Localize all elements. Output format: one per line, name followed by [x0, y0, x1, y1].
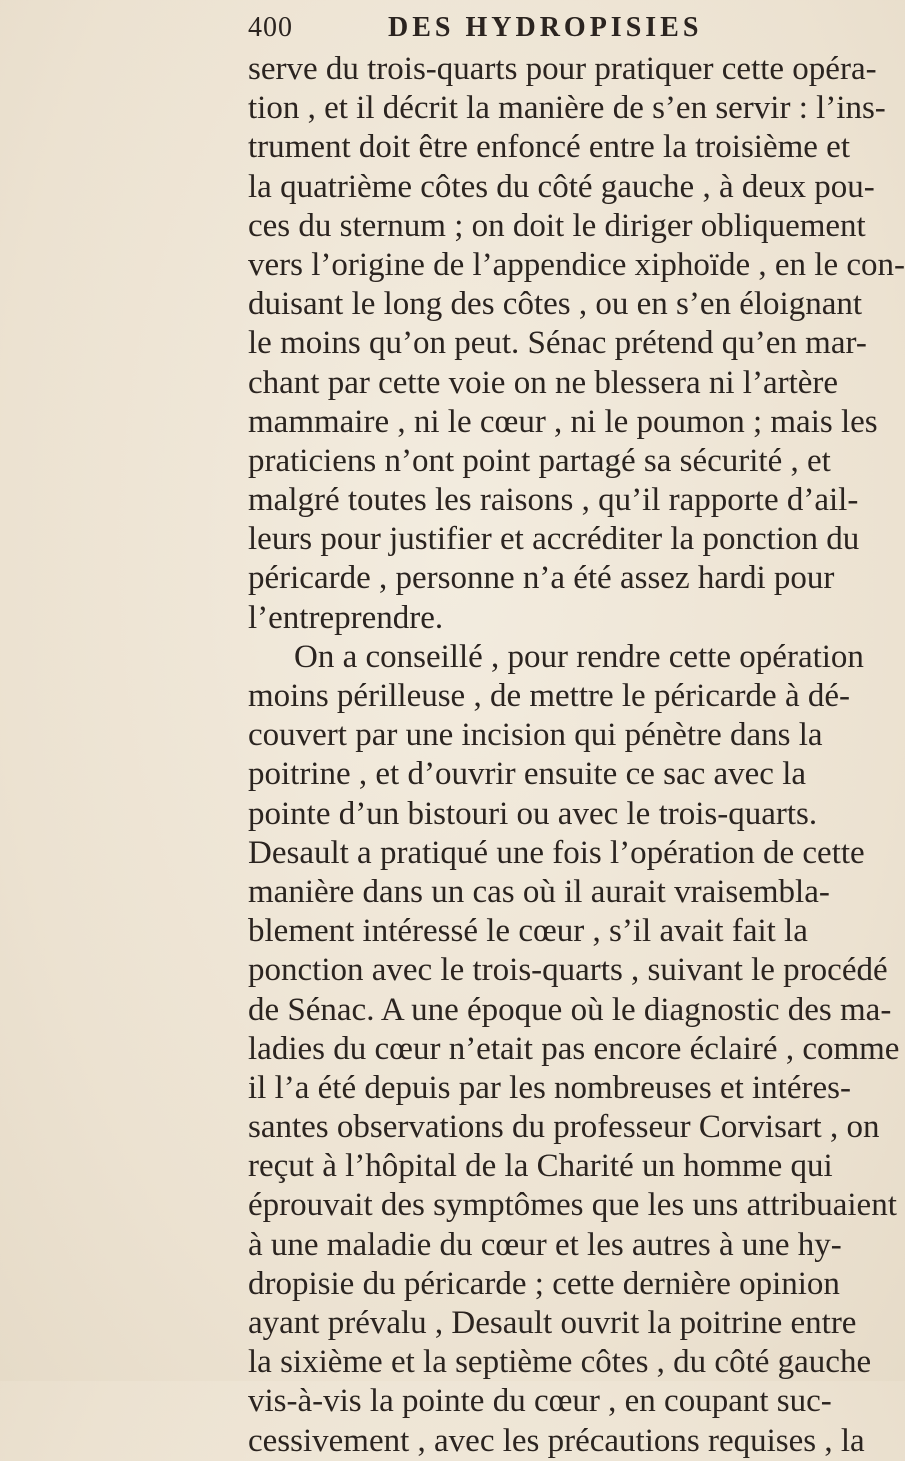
text-line: leurs pour justifier et accréditer la ponction du — [248, 521, 860, 558]
page-number: 400 — [248, 12, 293, 43]
text-line: serve du trois-quarts pour pratiquer cette opéra- — [248, 51, 877, 87]
text-line: éprouvait des symptômes que les uns attribuaient — [248, 1187, 897, 1224]
text-line: reçut à l’hôpital de la Charité un homme qui — [248, 1148, 833, 1185]
text-line: cessivement , avec les précautions requises , la — [248, 1422, 865, 1459]
book-page — [248, 0, 905, 1459]
text-line: vers l’origine de l’appendice xiphoïde , en le con- — [248, 246, 905, 283]
text-line: blement intéressé le cœur , s’il avait fait la — [248, 913, 808, 950]
body-text — [248, 50, 905, 1461]
text-line: dropisie du péricarde ; cette dernière opinion — [248, 1265, 840, 1302]
text-line: de Sénac. A une époque où le diagnostic des ma- — [248, 991, 892, 1028]
text-line: malgré toutes les raisons , qu’il rapporte d’ail- — [248, 482, 859, 519]
text-line: vis-à-vis la pointe du cœur , en coupant suc- — [248, 1383, 832, 1420]
text-line: à une maladie du cœur et les autres à une hy- — [248, 1226, 842, 1263]
text-line: péricarde , personne n’a été assez hardi pour — [248, 560, 835, 597]
running-title: DES HYDROPISIES — [388, 12, 703, 43]
text-line: il l’a été depuis par les nombreuses et intéres- — [248, 1069, 851, 1106]
text-line: l’entreprendre. — [248, 599, 444, 636]
text-line: le moins qu’on peut. Sénac prétend qu’en mar- — [248, 325, 867, 362]
text-line: duisant le long des côtes , ou en s’en éloignant — [248, 286, 863, 323]
text-line: Desault a pratiqué une fois l’opération de cette — [248, 834, 865, 871]
text-line: la quatrième côtes du côté gauche , à deux pou- — [248, 168, 875, 205]
text-line: poitrine , et d’ouvrir ensuite ce sac avec la — [248, 756, 807, 793]
text-line: ces du sternum ; on doit le diriger obliquement — [248, 207, 866, 244]
text-line: mammaire , ni le cœur , ni le poumon ; mais les — [248, 403, 878, 440]
running-head — [248, 8, 800, 48]
text-line: la sixième et la septième côtes , du côté gauche — [248, 1344, 872, 1381]
paragraph-start-line: On a conseillé , pour rendre cette opération — [294, 638, 864, 675]
text-line: ponction avec le trois-quarts , suivant le procédé — [248, 952, 888, 989]
text-line: manière dans un cas où il aurait vraisembla- — [248, 873, 830, 910]
text-line: praticiens n’ont point partagé sa sécurité , et — [248, 442, 831, 479]
text-line: pointe d’un bistouri ou avec le trois-quarts. — [248, 795, 818, 832]
text-line: moins périlleuse , de mettre le péricarde à dé- — [248, 678, 850, 714]
text-line: ayant prévalu , Desault ouvrit la poitrine entre — [248, 1305, 857, 1341]
text-line: chant par cette voie on ne blessera ni l’artère — [248, 364, 839, 401]
text-line: tion , et il décrit la manière de s’en servir : l’ins- — [248, 90, 886, 127]
text-line: santes observations du professeur Corvisart , on — [248, 1109, 880, 1146]
text-line: trument doit être enfoncé entre la troisième et — [248, 129, 850, 166]
text-line: couvert par une incision qui pénètre dans la — [248, 717, 823, 754]
text-line: ladies du cœur n’etait pas encore éclairé , comme — [248, 1030, 900, 1067]
